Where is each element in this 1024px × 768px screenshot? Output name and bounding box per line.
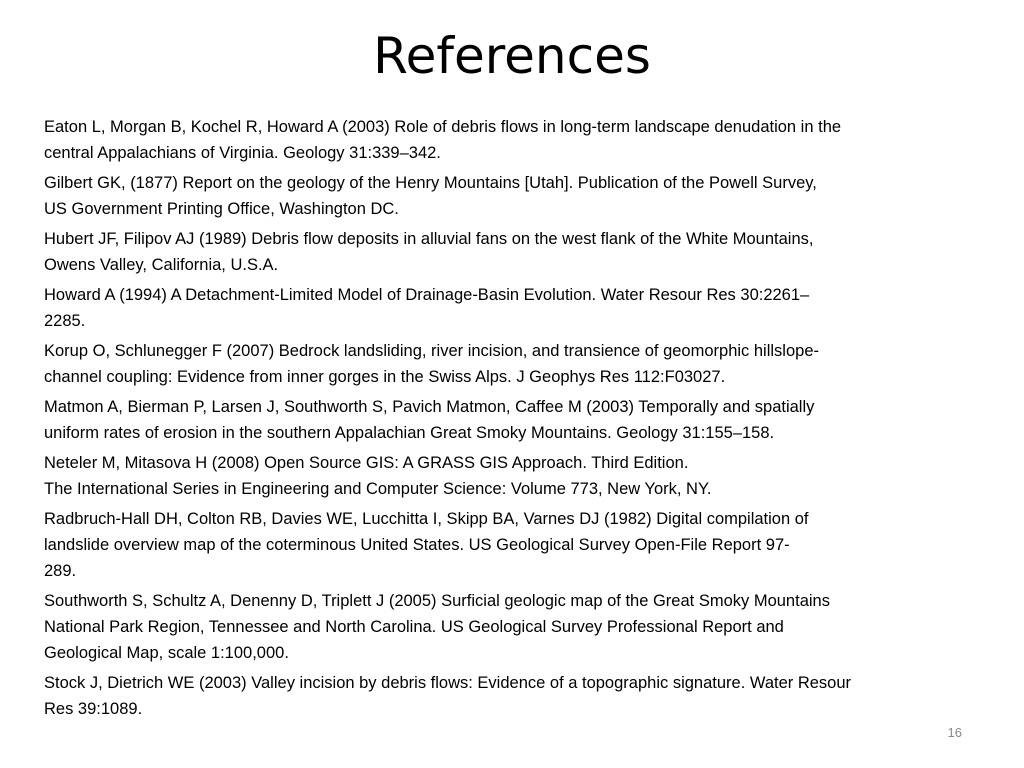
reference-line: Neteler M, Mitasova H (2008) Open Source GIS: A GRASS GIS Approach. Third Edition. [44,454,689,472]
reference-line: Howard A (1994) A Detachment-Limited Model of Drainage-Basin Evolution. Water Resour Res 30:2261– [44,286,810,304]
reference-line: National Park Region, Tennessee and North Carolina. US Geological Survey Professional Report and [44,618,784,636]
reference-line: The International Series in Engineering and Computer Science: Volume 773, New York, NY. [44,480,712,498]
reference-line: Eaton L, Morgan B, Kochel R, Howard A (2003) Role of debris flows in long-term landscape denudation in the [44,118,842,136]
reference-eaton-2003 [44,114,994,166]
reference-list [44,114,994,726]
page-number: 16 [947,725,962,740]
reference-neteler-2008 [44,450,994,502]
reference-line: Stock J, Dietrich WE (2003) Valley incision by debris flows: Evidence of a topographic signature. Water Resour [44,674,852,692]
reference-line: Matmon A, Bierman P, Larsen J, Southworth S, Pavich Matmon, Caffee M (2003) Temporally and spatially [44,398,815,416]
reference-line: Radbruch-Hall DH, Colton RB, Davies WE, Lucchitta I, Skipp BA, Varnes DJ (1982) Digital compilation of [44,510,809,528]
reference-line: Gilbert GK, (1877) Report on the geology of the Henry Mountains [Utah]. Publication of the Powell Survey, [44,174,817,192]
reference-line: landslide overview map of the coterminous United States. US Geological Survey Open-File Report 97- [44,536,790,554]
reference-southworth-2005 [44,588,994,666]
reference-gilbert-1877 [44,170,994,222]
reference-line: US Government Printing Office, Washington DC. [44,200,399,218]
reference-radbruch-hall-1982 [44,506,994,584]
reference-line: Res 39:1089. [44,700,143,718]
slide-title: References [373,27,651,85]
reference-line: Southworth S, Schultz A, Denenny D, Triplett J (2005) Surficial geologic map of the Great Smoky Mountains [44,592,830,610]
reference-line: 2285. [44,312,86,330]
reference-howard-1994 [44,282,994,334]
reference-line: Geological Map, scale 1:100,000. [44,644,289,662]
reference-matmon-2003 [44,394,994,446]
reference-line: Hubert JF, Filipov AJ (1989) Debris flow deposits in alluvial fans on the west flank of the White Mountains, [44,230,814,248]
reference-line: uniform rates of erosion in the southern Appalachian Great Smoky Mountains. Geology 31:155–158. [44,424,775,442]
reference-hubert-1989 [44,226,994,278]
reference-line: channel coupling: Evidence from inner gorges in the Swiss Alps. J Geophys Res 112:F03027. [44,368,726,386]
reference-line: Owens Valley, California, U.S.A. [44,256,279,274]
reference-korup-2007 [44,338,994,390]
reference-line: central Appalachians of Virginia. Geology 31:339–342. [44,144,441,162]
reference-line: 289. [44,562,77,580]
reference-stock-2003 [44,670,994,722]
reference-line: Korup O, Schlunegger F (2007) Bedrock landsliding, river incision, and transience of geomorphic hillslope- [44,342,819,360]
